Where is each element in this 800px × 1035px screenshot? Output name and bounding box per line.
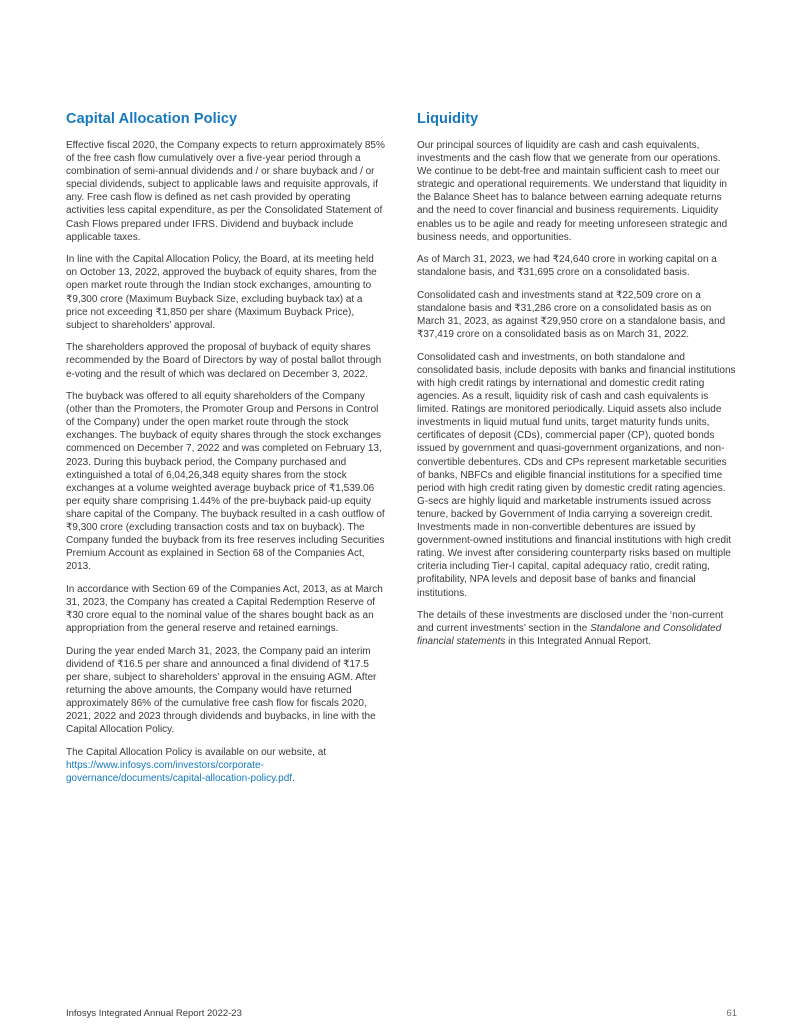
liquidity-heading: Liquidity xyxy=(417,111,479,127)
paragraph: Consolidated cash and investments, on both standalone and consolidated basis, include deposits with banks and financial institutions with high credit ratings by international and domestic credit rating agencies. As a result, liquidity risk of cash and cash equivalents is limited. Ratings are monitored periodically. Liquid assets also include investments in liquid mutual fund units, target maturity funds units, certificates of deposit (CDs), commercial paper (CP), quoted bonds issued by government and quasi-government organizations, and non-convertible debentures. CDs and CPs represent marketable securities of banks, NBFCs and eligible financial institutions for a specified time period with high credit rating given by domestic credit rating agencies. G-secs are highly liquid and marketable instruments issued across tenure, backed by Government of India carrying a sovereign credit. Investments made in non-convertible debentures are issued by government-owned institutions and financial institutions with high credit rating. We invest after considering counterparty risks based on multiple criteria including Tier-I capital, capital adequacy ratio, credit rating, profitability, NPA levels and deposit base of banks and financial institutions. xyxy=(417,351,736,599)
policy-link-paragraph xyxy=(66,746,386,785)
paragraph: The shareholders approved the proposal of buyback of equity shares recommended by the Board of Directors by way of postal ballot through e-voting and the result of which was declared on December 3, 2022. xyxy=(66,342,382,380)
disclosure-text-before: The details of these investments are disclosed under the ‘non-current and current investments’ section in the xyxy=(417,610,724,635)
disclosure-text-after: in this Integrated Annual Report. xyxy=(505,636,652,648)
paragraph: Consolidated cash and investments stand at ₹22,509 crore on a standalone basis and ₹31,286 crore on a consolidated basis as on March 31, 2023, as against ₹29,950 crore on a standalone basis, and ₹37,419 crore on a consolidated basis as on March 31, 2022. xyxy=(417,289,726,341)
footer-page-number: 61 xyxy=(726,1008,737,1019)
paragraph: In line with the Capital Allocation Policy, the Board, at its meeting held on October 13, 2022, approved the buyback of equity shares, from the open market route through the Indian stock exchanges, amounting to ₹9,300 crore (Maximum Buyback Size, excluding buyback tax) at a price not exceeding ₹1,850 per share (Maximum Buyback Price), subject to shareholders’ approval. xyxy=(66,254,377,331)
paragraph: Our principal sources of liquidity are cash and cash equivalents, investments and the cash flow that we generate from our operations. We continue to be debt-free and maintain sufficient cash to meet our strategic and operational requirements. We understand that liquidity in the Balance Sheet has to balance between earning adequate returns and the need to cover financial and business requirements. Liquidity enables us to be agile and ready for meeting unforeseen strategic and business needs, and opportunities. xyxy=(417,140,728,243)
paragraph: Effective fiscal 2020, the Company expects to return approximately 85% of the free cash flow cumulatively over a five-year period through a combination of semi-annual dividends and / or share buyback and / or special dividends, subject to applicable laws and requisite approvals, if any. Free cash flow is defined as net cash provided by operating activities less capital expenditure, as per the Consolidated Statement of Cash Flows prepared under IFRS. Dividend and buyback include applicable taxes. xyxy=(66,140,385,243)
financial-statements-reference: Standalone and Consolidated financial statements xyxy=(417,623,722,648)
capital-allocation-section xyxy=(66,110,386,785)
capital-allocation-policy-link[interactable]: https://www.infosys.com/investors/corporate-governance/documents/capital-allocation-policy.pdf xyxy=(66,760,293,785)
paragraph: During the year ended March 31, 2023, the Company paid an interim dividend of ₹16.5 per share and announced a final dividend of ₹17.5 per share, subject to shareholders’ approval in the ensuing AGM. After returning the above amounts, the Company would have returned approximately 86% of the cumulative free cash flow for fiscals 2020, 2021, 2022 and 2023 through dividends and buybacks, in line with the Capital Allocation Policy. xyxy=(66,645,377,736)
paragraph: In accordance with Section 69 of the Companies Act, 2013, as at March 31, 2023, the Company has created a Capital Redemption Reserve of ₹30 crore equal to the nominal value of the shares bought back as an appropriation from the general reserve and retained earnings. xyxy=(66,583,383,635)
capital-allocation-heading: Capital Allocation Policy xyxy=(66,111,238,127)
two-column-content xyxy=(66,110,737,785)
paragraph: The buyback was offered to all equity shareholders of the Company (other than the Promoters, the Promoter Group and Persons in Control of the Company) under the open market route through the stock exchanges. The buyback of equity shares through the stock exchanges commenced on December 7, 2022 and was completed on February 13, 2023. During this buyback period, the Company purchased and extinguished a total of 6,04,26,348 equity shares from the stock exchanges at a volume weighted average buyback price of ₹1,539.06 per equity share comprising 1.44% of the pre-buyback paid-up equity share capital of the Company. The buyback resulted in a cash outflow of ₹9,300 crore (excluding transaction costs and tax on buyback). The Company funded the buyback from its free reserves including Securities Premium Account as explained in Section 68 of the Companies Act, 2013. xyxy=(66,391,385,573)
page-footer xyxy=(66,1008,737,1019)
footer-report-title: Infosys Integrated Annual Report 2022-23 xyxy=(66,1008,242,1019)
investments-disclosure-paragraph xyxy=(417,609,737,648)
policy-link-intro: The Capital Allocation Policy is available on our website, at xyxy=(66,746,327,758)
paragraph: As of March 31, 2023, we had ₹24,640 crore in working capital on a standalone basis, and ₹31,695 crore on a consolidated basis. xyxy=(417,254,717,279)
policy-link-suffix: . xyxy=(292,773,295,785)
liquidity-section xyxy=(417,110,737,785)
